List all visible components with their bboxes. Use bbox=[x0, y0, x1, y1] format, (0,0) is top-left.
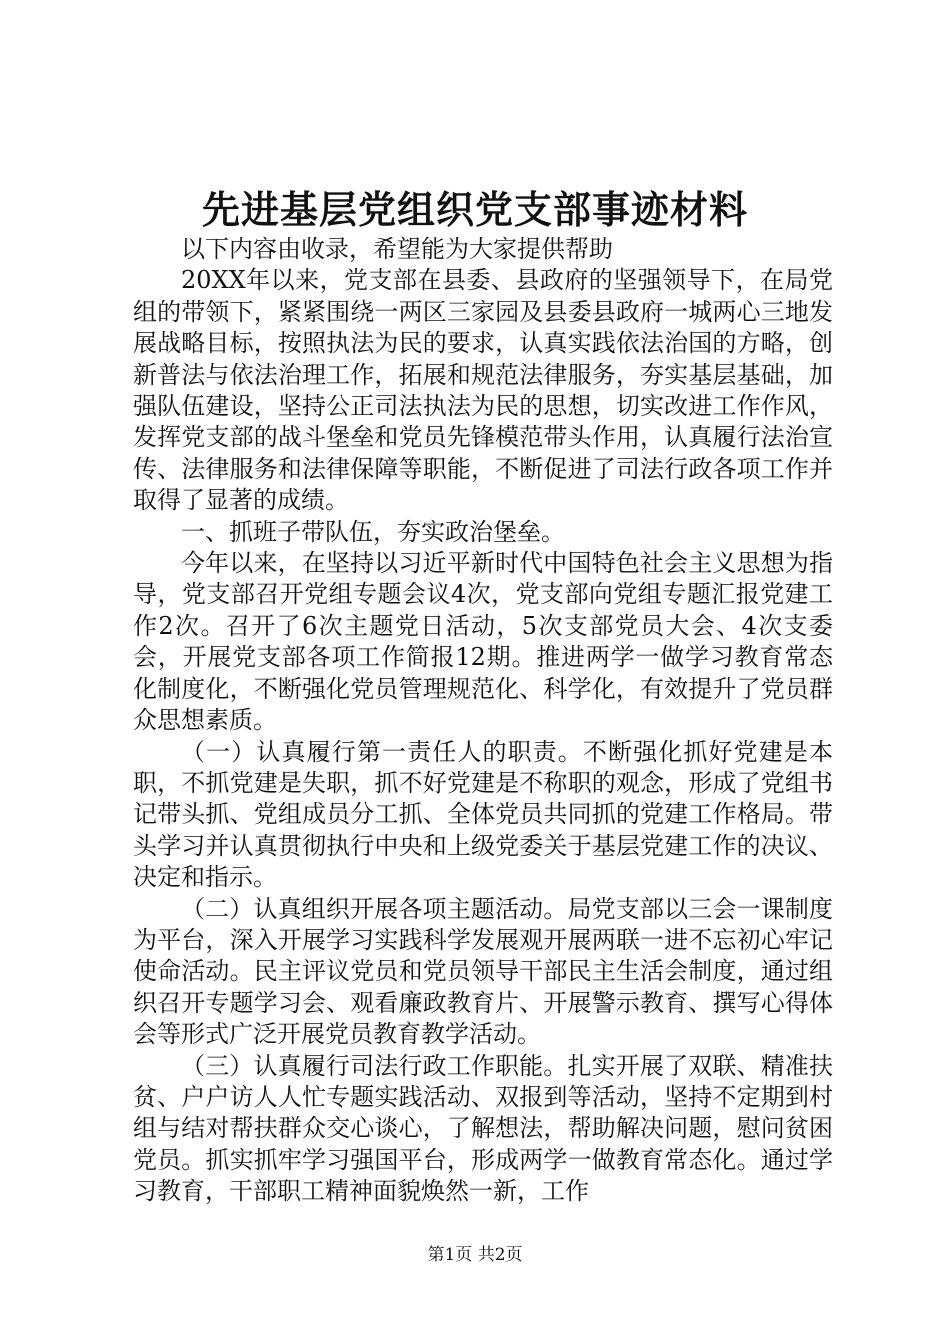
subsection-paragraph-2: （二）认真组织开展各项主题活动。局党支部以三会一课制度为平台，深入开展学习实践科学发展观开展两联一进不忘初心牢记使命活动。民主评议党员和党员领导干部民主生活会制度，通过组织召开专题学习会、观看廉政教育片、开展警示教育、撰写心得体会等形式广泛开展党员教育教学活动。 bbox=[133, 894, 833, 1049]
document-body bbox=[133, 234, 833, 1208]
subsection-paragraph-3: （三）认真履行司法行政工作职能。扎实开展了双联、精准扶贫、户户访人人忙专题实践活动、双报到等活动，坚持不定期到村组与结对帮扶群众交心谈心，了解想法，帮助解决问题，慰问贫困党员。抓实抓牢学习强国平台，形成两学一做教育常态化。通过学习教育，干部职工精神面貌焕然一新，工作 bbox=[133, 1051, 833, 1206]
subsection-paragraph-1: （一）认真履行第一责任人的职责。不断强化抓好党建是本职，不抓党建是失职，抓不好党建是不称职的观念，形成了党组书记带头抓、党组成员分工抓、全体党员共同抓的党建工作格局。带头学习并认真贯彻执行中央和上级党委关于基层党建工作的决议、决定和指示。 bbox=[133, 737, 833, 892]
section-paragraph: 今年以来，在坚持以习近平新时代中国特色社会主义思想为指导，党支部召开党组专题会议4次，党支部向党组专题汇报党建工作2次。召开了6次主题党日活动，5次支部党员大会、4次支委会，开展党支部各项工作简报12期。推进两学一做学习教育常态化制度化，不断强化党员管理规范化、科学化，有效提升了党员群众思想素质。 bbox=[133, 549, 833, 735]
summary-paragraph: 20XX年以来，党支部在县委、县政府的坚强领导下，在局党组的带领下，紧紧围绕一两区三家园及县委县政府一城两心三地发展战略目标，按照执法为民的要求，认真实践依法治国的方略，创新普法与依法治理工作，拓展和规范法律服务，夯实基层基础，加强队伍建设，坚持公正司法执法为民的思想，切实改进工作作风，发挥党支部的战斗堡垒和党员先锋模范带头作用，认真履行法治宣传、法律服务和法律保障等职能，不断促进了司法行政各项工作并取得了显著的成绩。 bbox=[133, 266, 833, 515]
section-heading: 一、抓班子带队伍，夯实政治堡垒。 bbox=[181, 517, 565, 546]
intro-paragraph: 以下内容由收录，希望能为大家提供帮助 bbox=[181, 235, 613, 263]
page-number-footer: 第1页 共2页 bbox=[427, 1245, 523, 1265]
document-title: 先进基层党组织党支部事迹材料 bbox=[201, 187, 748, 232]
